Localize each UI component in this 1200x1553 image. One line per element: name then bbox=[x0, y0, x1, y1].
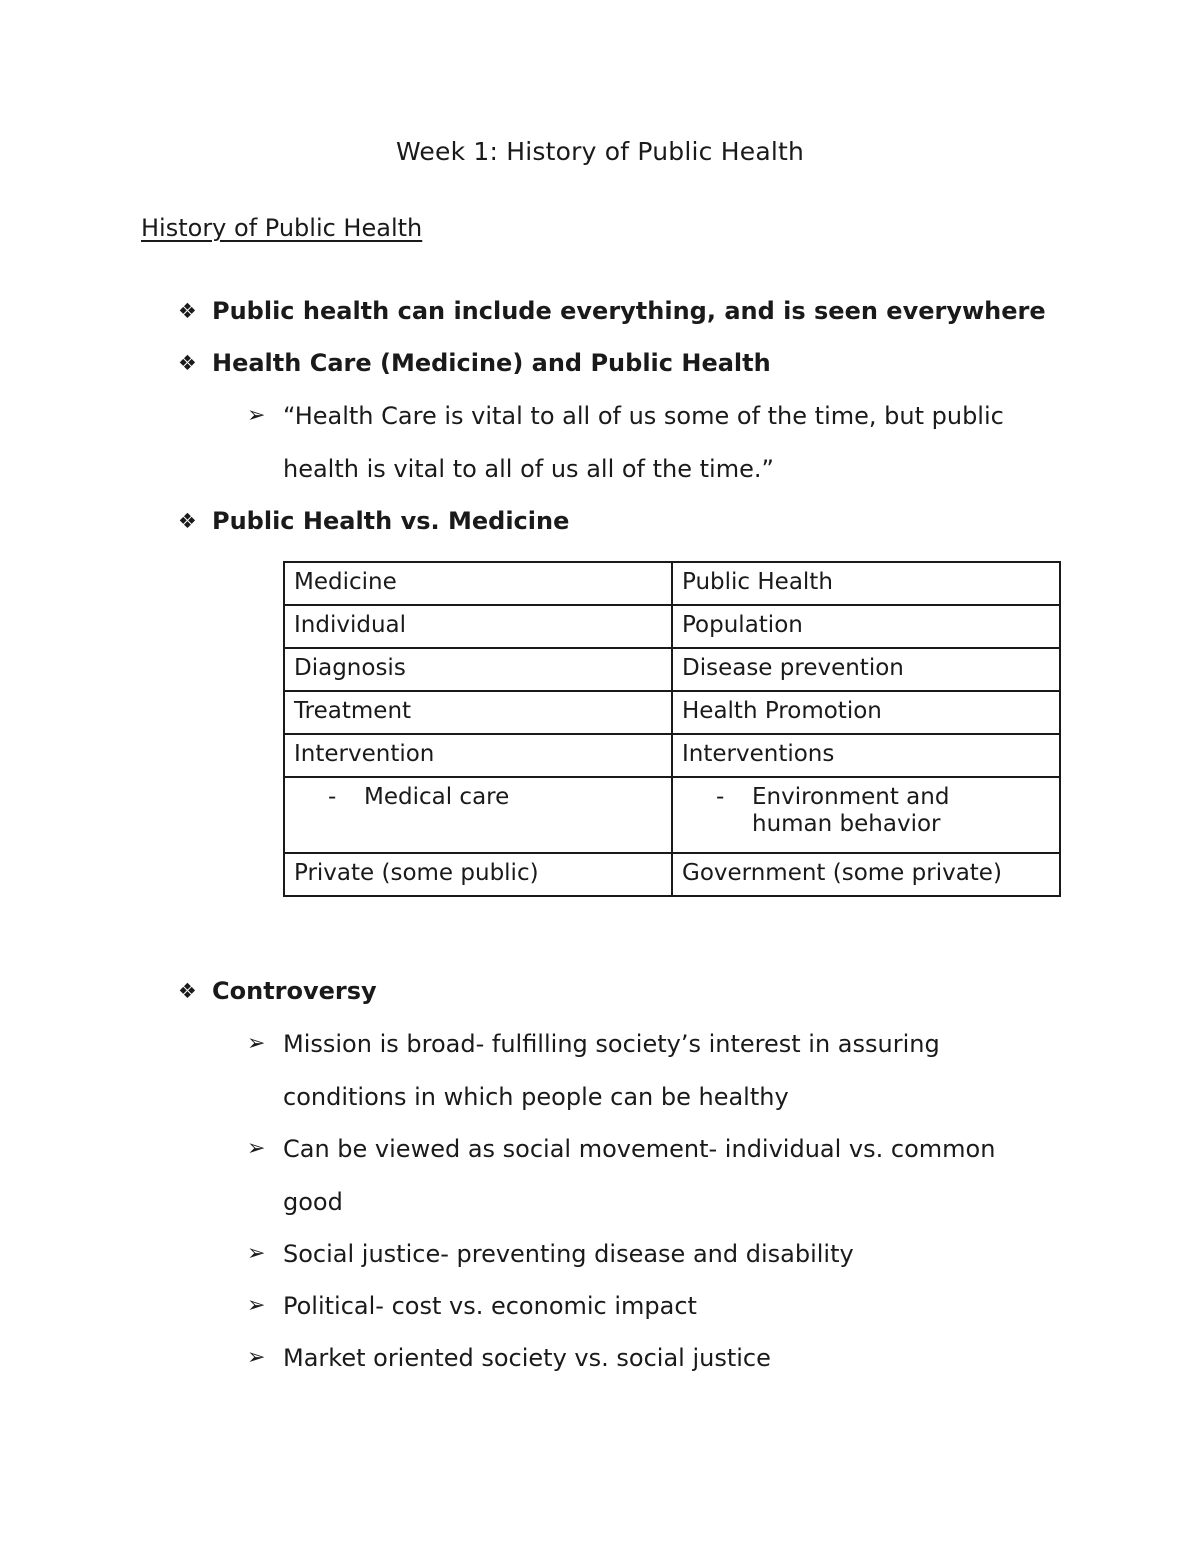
diamond-bullet-icon: ❖ bbox=[178, 979, 197, 1003]
arrow-bullet-icon: ➢ bbox=[247, 1345, 266, 1370]
sub-list-item bbox=[294, 784, 663, 811]
table-row bbox=[284, 691, 1060, 734]
table-row bbox=[284, 777, 1060, 853]
table-cell: Private (some public) bbox=[284, 853, 672, 896]
arrow-bullet-icon: ➢ bbox=[247, 1031, 266, 1056]
table-cell: Treatment bbox=[284, 691, 672, 734]
sub-item-text: Medical care bbox=[364, 784, 510, 810]
sub-bullet-text: Can be viewed as social movement- individual vs. common bbox=[283, 1135, 996, 1163]
table-cell: Government (some private) bbox=[672, 853, 1060, 896]
table-cell: Population bbox=[672, 605, 1060, 648]
arrow-bullet-icon: ➢ bbox=[247, 1241, 266, 1266]
bullet-text: Controversy bbox=[212, 977, 377, 1005]
table-cell: Interventions bbox=[672, 734, 1060, 777]
arrow-bullet-icon: ➢ bbox=[247, 403, 266, 428]
sub-bullet-text: Political- cost vs. economic impact bbox=[283, 1292, 697, 1320]
dash-bullet: - bbox=[328, 784, 337, 810]
sub-bullet-text: good bbox=[283, 1188, 343, 1216]
diamond-bullet-icon: ❖ bbox=[178, 351, 197, 375]
sub-list-item bbox=[682, 784, 1051, 838]
bullet-text: Health Care (Medicine) and Public Health bbox=[212, 349, 771, 377]
table-row bbox=[284, 734, 1060, 777]
document-title: Week 1: History of Public Health bbox=[395, 137, 805, 166]
comparison-table bbox=[283, 561, 1061, 897]
table-row bbox=[284, 562, 1060, 605]
table-cell: Diagnosis bbox=[284, 648, 672, 691]
diamond-bullet-icon: ❖ bbox=[178, 299, 197, 323]
sub-bullet-text: Market oriented society vs. social justice bbox=[283, 1344, 771, 1372]
sub-item-text bbox=[752, 784, 1051, 838]
table-cell bbox=[672, 777, 1060, 853]
arrow-bullet-icon: ➢ bbox=[247, 1293, 266, 1318]
section-heading: History of Public Health bbox=[141, 214, 423, 242]
table-cell: Disease prevention bbox=[672, 648, 1060, 691]
dash-bullet: - bbox=[716, 784, 725, 810]
table-cell: Individual bbox=[284, 605, 672, 648]
sub-item-line-1: Environment and bbox=[752, 784, 950, 810]
table-row bbox=[284, 648, 1060, 691]
bullet-text: Public Health vs. Medicine bbox=[212, 507, 570, 535]
table-cell: Medicine bbox=[284, 562, 672, 605]
quote-line-1: “Health Care is vital to all of us some of the time, but public bbox=[283, 402, 1004, 430]
table-cell: Public Health bbox=[672, 562, 1060, 605]
arrow-bullet-icon: ➢ bbox=[247, 1136, 266, 1161]
table-row bbox=[284, 853, 1060, 896]
sub-item-line-2: human behavior bbox=[752, 811, 941, 837]
sub-bullet-text: Mission is broad- fulfilling society’s interest in assuring bbox=[283, 1030, 940, 1058]
table-cell bbox=[284, 777, 672, 853]
table-cell: Intervention bbox=[284, 734, 672, 777]
table-cell: Health Promotion bbox=[672, 691, 1060, 734]
sub-bullet-text: conditions in which people can be healthy bbox=[283, 1083, 789, 1111]
table-row bbox=[284, 605, 1060, 648]
diamond-bullet-icon: ❖ bbox=[178, 509, 197, 533]
bullet-text: Public health can include everything, and is seen everywhere bbox=[212, 297, 1046, 325]
quote-line-2: health is vital to all of us all of the time.” bbox=[283, 455, 774, 483]
sub-bullet-text: Social justice- preventing disease and disability bbox=[283, 1240, 854, 1268]
